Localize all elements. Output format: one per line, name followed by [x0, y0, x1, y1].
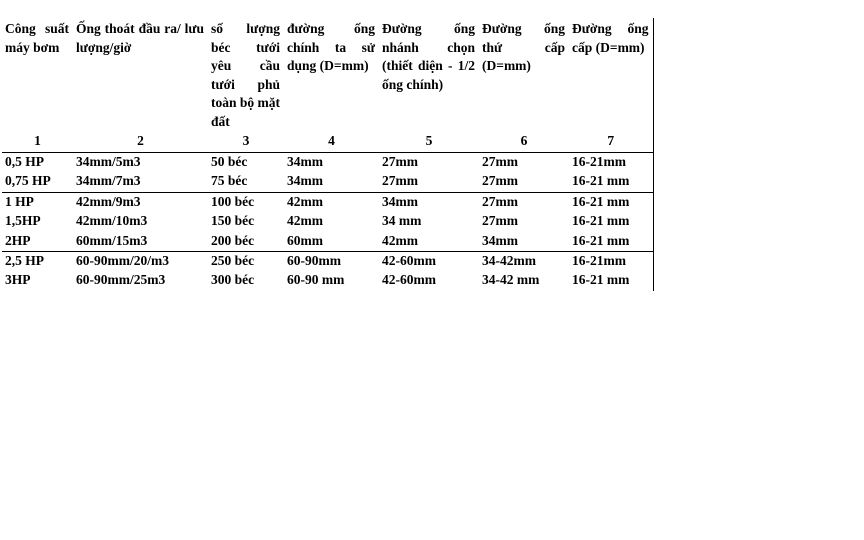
table-cell-main-pipe: 34mm: [287, 173, 323, 189]
table-cell-secondary-pipe: 27mm: [479, 153, 569, 173]
pump-pipe-table: [2, 18, 654, 291]
table-cell-pump-power: 3HP: [5, 272, 31, 288]
table-cell-secondary-pipe: 34-42 mm: [482, 272, 540, 288]
column-number-row: [2, 132, 653, 153]
table-row: [2, 192, 653, 212]
table-cell-branch-pipe: 42mm: [382, 232, 418, 248]
table-cell-pump-power: 1 HP: [2, 192, 73, 212]
table-row: [2, 212, 653, 231]
column-number: 3: [242, 133, 250, 148]
table-cell-nozzle-count: 250 béc: [208, 251, 284, 271]
table-cell-outlet-flow: 60-90mm/20/m3: [73, 251, 208, 271]
table-cell-outlet-flow: 34mm/5m3: [73, 153, 208, 173]
table-cell-outlet-flow: 34mm/7m3: [76, 173, 141, 189]
table-cell-branch-pipe: 34 mm: [382, 213, 422, 229]
table-cell-supply-pipe: 16-21 mm: [569, 271, 653, 290]
table-row: [2, 153, 653, 173]
table-cell-main-pipe: 60-90mm: [284, 251, 379, 271]
table-cell-main-pipe: 34mm: [284, 153, 379, 173]
table-cell-branch-pipe: 34mm: [379, 192, 479, 212]
table-cell-pump-power: 0,5 HP: [2, 153, 73, 173]
table-cell-supply-pipe: 16-21mm: [569, 153, 653, 173]
header-cell-outlet-flow: Ống thoát đầu ra/ lưu lượng/giờ: [76, 21, 204, 55]
table-row: [2, 271, 653, 290]
table-row: [2, 172, 653, 192]
header-cell-main-pipe: đường ống chính ta sử dụng (D=mm): [287, 21, 375, 73]
table-cell-pump-power: 1,5HP: [5, 213, 41, 229]
table-cell-main-pipe: 60-90 mm: [287, 272, 345, 288]
table-cell-outlet-flow: 60mm/15m3: [76, 232, 148, 248]
column-number: 7: [569, 132, 653, 153]
header-cell-secondary-pipe: Đường ống thứ cấp (D=mm): [482, 21, 565, 73]
table-row: [2, 232, 653, 252]
table-cell-nozzle-count: 150 béc: [211, 213, 255, 229]
table-cell-secondary-pipe: 34-42mm: [479, 251, 569, 271]
table-cell-supply-pipe: 16-21 mm: [569, 172, 653, 192]
table-cell-branch-pipe: 42-60mm: [382, 272, 436, 288]
table-cell-supply-pipe: 16-21 mm: [569, 212, 653, 231]
table-row: [2, 251, 653, 271]
table-cell-main-pipe: 42mm: [284, 192, 379, 212]
column-number: 2: [137, 133, 144, 148]
table-cell-supply-pipe: 16-21 mm: [569, 232, 653, 252]
header-cell-pump-power: Công suất máy bơm: [5, 21, 69, 55]
table-cell-pump-power: 2,5 HP: [2, 251, 73, 271]
column-number: 6: [520, 133, 528, 148]
table-cell-nozzle-count: 300 béc: [211, 272, 255, 288]
table-cell-secondary-pipe: 27mm: [482, 213, 518, 229]
table-cell-outlet-flow: 42mm/9m3: [73, 192, 208, 212]
table-cell-main-pipe: 60mm: [287, 232, 323, 248]
column-number: 1: [34, 133, 41, 148]
table-cell-pump-power: 2HP: [5, 232, 31, 248]
table-cell-branch-pipe: 27mm: [379, 153, 479, 173]
table-cell-pump-power: 0,75 HP: [5, 173, 51, 189]
table-cell-supply-pipe: 16-21mm: [569, 251, 653, 271]
column-number: 4: [328, 133, 335, 148]
table-cell-nozzle-count: 100 béc: [208, 192, 284, 212]
table-cell-outlet-flow: 60-90mm/25m3: [76, 272, 166, 288]
table-cell-branch-pipe: 42-60mm: [379, 251, 479, 271]
table-cell-supply-pipe: 16-21 mm: [569, 192, 653, 212]
header-cell-supply-pipe: Đường ống cấp (D=mm): [569, 18, 653, 132]
table-header-row: [2, 18, 653, 132]
table-cell-branch-pipe: 27mm: [382, 173, 418, 189]
table-cell-nozzle-count: 200 béc: [211, 232, 255, 248]
column-number: 5: [425, 133, 433, 148]
header-cell-branch-pipe: Đường ống nhánh chọn (thiết diện - 1/2 ống chính): [382, 21, 475, 92]
table-cell-outlet-flow: 42mm/10m3: [76, 213, 148, 229]
table-cell-main-pipe: 42mm: [287, 213, 323, 229]
table-cell-secondary-pipe: 34mm: [482, 232, 518, 248]
table-cell-secondary-pipe: 27mm: [482, 173, 518, 189]
table-cell-nozzle-count: 75 béc: [211, 173, 248, 189]
header-cell-nozzle-count: số lượng béc tưới yêu cầu tưới phủ toàn bộ mặt đất: [211, 21, 281, 129]
table-cell-secondary-pipe: 27mm: [479, 192, 569, 212]
table-cell-nozzle-count: 50 béc: [208, 153, 284, 173]
